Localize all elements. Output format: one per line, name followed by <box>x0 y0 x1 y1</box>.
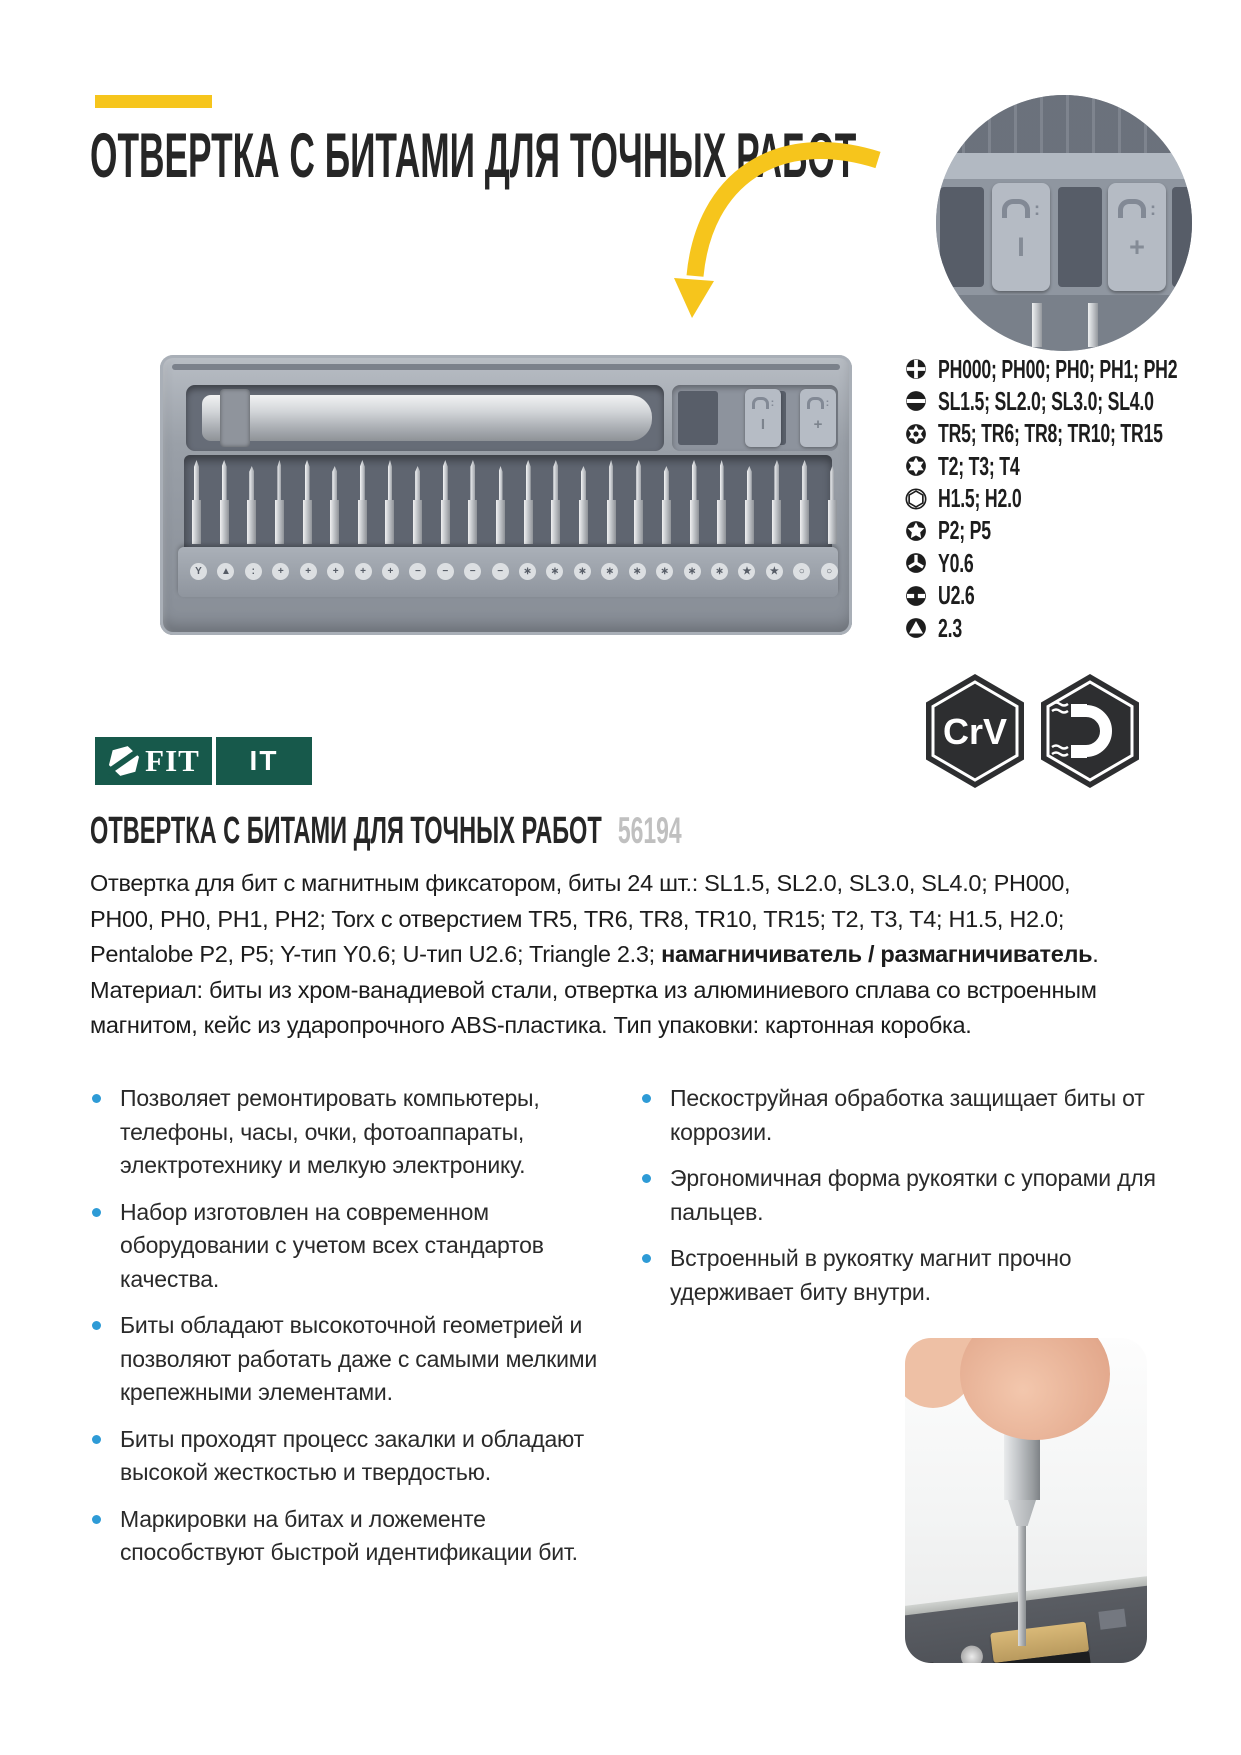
slotted-icon <box>905 390 927 412</box>
magnetizer-tab-symbol: I <box>1017 232 1025 262</box>
case-slot <box>1058 187 1102 287</box>
bit-glyph-row <box>190 563 838 580</box>
handle-tray <box>186 385 664 451</box>
spec-text: SL1.5; SL2.0; SL3.0; SL4.0 <box>938 385 1154 416</box>
pentalobe-icon <box>905 520 927 542</box>
board-component <box>905 1662 935 1663</box>
bit-glyph: Y <box>190 563 207 580</box>
fit-hex-mark-icon <box>107 744 141 778</box>
bit-glyph: ○ <box>821 563 838 580</box>
magnet-dots-icon: : <box>825 397 830 409</box>
bit <box>551 460 560 544</box>
features-left <box>90 1082 615 1583</box>
bit-glyph: ∗ <box>574 563 591 580</box>
bit-glyph: + <box>327 563 344 580</box>
phillips-icon <box>905 358 927 380</box>
bit <box>496 460 505 544</box>
magnet-dots-icon: : <box>1150 198 1156 219</box>
bit <box>441 460 450 544</box>
bit <box>745 460 754 544</box>
spec-text: 2.3 <box>938 612 962 643</box>
bit-glyph: ∗ <box>684 563 701 580</box>
bit-glyph: ∗ <box>519 563 536 580</box>
bit-glyph: − <box>464 563 481 580</box>
brand-tag: IT <box>216 737 312 785</box>
bit <box>385 460 394 544</box>
demagnetizer-tab <box>1108 183 1166 291</box>
brand-row <box>95 737 312 785</box>
magnet-dots-icon: : <box>1034 198 1040 219</box>
spec-text: T2; T3; T4 <box>938 450 1020 481</box>
hex-icon <box>905 488 927 510</box>
spec-row <box>905 515 1235 546</box>
spec-text: Y0.6 <box>938 547 974 578</box>
spec-row <box>905 418 1235 449</box>
brand-logo <box>95 737 212 785</box>
bit-glyph: − <box>492 563 509 580</box>
product-title-row <box>90 810 682 853</box>
case-slot <box>678 391 718 445</box>
bit-glyph: ∗ <box>656 563 673 580</box>
bit <box>662 460 671 544</box>
spec-row <box>905 353 1235 384</box>
bits-row <box>192 460 837 545</box>
spec-row <box>905 385 1235 416</box>
bit <box>634 460 643 544</box>
spec-row <box>905 580 1235 611</box>
case-slot <box>940 187 984 287</box>
accent-bar <box>95 95 212 108</box>
screwdriver-handle <box>202 395 652 441</box>
spec-text: H1.5; H2.0 <box>938 483 1022 514</box>
finger <box>960 1338 1110 1440</box>
product-description <box>90 866 1130 1044</box>
magnetizer-tab-symbol: I <box>760 416 766 433</box>
bit-glyph: + <box>272 563 289 580</box>
torx-tamper-icon <box>905 423 927 445</box>
case-top-edge <box>936 95 1192 153</box>
bit <box>468 460 477 544</box>
spec-row <box>905 483 1235 514</box>
feature-item: Встроенный в рукоятку магнит прочно удерживает биту внутри. <box>640 1242 1175 1309</box>
bit-glyph: ▲ <box>217 563 234 580</box>
bit-glyph: − <box>409 563 426 580</box>
bit-rod <box>1088 303 1098 347</box>
spec-row <box>905 612 1235 643</box>
bit <box>303 460 312 544</box>
bit-glyph: ○ <box>793 563 810 580</box>
torx-icon <box>905 455 927 477</box>
magnetizer-tab <box>745 389 781 447</box>
brand-logo-text: FIT <box>145 743 200 778</box>
bit-glyph: ∗ <box>546 563 563 580</box>
bit-glyph: ★ <box>738 563 755 580</box>
bit <box>275 460 284 544</box>
screwdriver-cone <box>1008 1500 1036 1526</box>
triangle-icon <box>905 617 927 639</box>
spec-text: P2; P5 <box>938 515 991 546</box>
feature-item: Эргономичная форма рукоятки с упорами для пальцев. <box>640 1162 1175 1229</box>
bit <box>717 460 726 544</box>
bit-glyph: : <box>245 563 262 580</box>
case-top-edge <box>172 364 840 370</box>
bit-rod <box>1032 303 1042 347</box>
feature-item: Пескоструйная обработка защищает биты от коррозии. <box>640 1082 1175 1149</box>
product-sku: 56194 <box>617 810 682 851</box>
bit <box>192 460 201 544</box>
spec-row <box>905 547 1235 578</box>
demagnetizer-tab-symbol: + <box>1129 232 1145 262</box>
badges-row <box>925 673 1140 789</box>
spec-text: PH000; PH00; PH0; PH1; PH2 <box>938 353 1178 384</box>
feature-item: Набор изготовлен на современном оборудовании с учетом всех стандартов качества. <box>90 1196 615 1297</box>
magnet-dots-icon: : <box>770 397 775 409</box>
features-right <box>640 1082 1175 1322</box>
bit-glyph: + <box>382 563 399 580</box>
y-type-icon <box>905 552 927 574</box>
magnet-icon <box>1002 199 1030 218</box>
description-tail: . Материал: биты из хром-ванадиевой стали, отвертка из алюминиевого сплава со встроенным магнитом, кейс из ударопрочного ABS-пластика. Тип упаковки: картонная коробка. <box>90 941 1099 1038</box>
demagnetizer-tab <box>800 389 836 447</box>
bit-glyph: ∗ <box>629 563 646 580</box>
case-rail <box>936 153 1192 179</box>
bit <box>247 460 256 544</box>
description-bold: намагничиватель / размагничиватель <box>661 941 1093 967</box>
bit <box>358 460 367 544</box>
crv-label: CrV <box>942 711 1008 752</box>
crv-badge <box>925 673 1025 789</box>
case-mid-band <box>936 179 1192 295</box>
screwdriver-shaft <box>1018 1526 1026 1646</box>
feature-item: Биты обладают высокоточной геометрией и позволяют работать даже с самыми мелкими крепежными элементами. <box>90 1309 615 1410</box>
bit <box>800 460 809 544</box>
feature-item: Маркировки на битах и ложементе способствуют быстрой идентификации бит. <box>90 1503 615 1570</box>
case-slot <box>1172 187 1192 287</box>
bit <box>828 460 837 544</box>
screw <box>960 1644 985 1663</box>
magnetizer-tab <box>992 183 1050 291</box>
bit <box>579 460 588 544</box>
product-title: ОТВЕРТКА С БИТАМИ ДЛЯ ТОЧНЫХ РАБОТ <box>90 810 602 852</box>
bit-glyph: + <box>300 563 317 580</box>
board-component <box>1098 1609 1126 1630</box>
bit <box>772 460 781 544</box>
spec-list <box>905 353 1235 650</box>
yellow-arrow-icon <box>648 118 898 330</box>
magnet-icon <box>1118 199 1146 218</box>
bit-glyph: ∗ <box>601 563 618 580</box>
page-title: ОТВЕРТКА С БИТАМИ ДЛЯ ТОЧНЫХ РАБОТ <box>90 121 857 191</box>
handle-collar <box>220 389 250 447</box>
bit-glyph: + <box>355 563 372 580</box>
spec-row <box>905 450 1235 481</box>
magnet-badge <box>1040 673 1140 789</box>
bit <box>220 460 229 544</box>
detail-circle-photo <box>936 95 1192 351</box>
bit <box>413 460 422 544</box>
bit-glyph: ★ <box>766 563 783 580</box>
demagnetizer-tab-symbol: + <box>813 416 823 433</box>
feature-item: Биты проходят процесс закалки и обладают высокой жесткостью и твердостью. <box>90 1423 615 1490</box>
u-type-icon <box>905 585 927 607</box>
bit <box>330 460 339 544</box>
bit-glyph: − <box>437 563 454 580</box>
bit-glyph: ∗ <box>711 563 728 580</box>
magnet-icon <box>807 397 824 409</box>
bit <box>690 460 699 544</box>
case-bit-band <box>936 295 1192 351</box>
spec-text: TR5; TR6; TR8; TR10; TR15 <box>938 418 1163 449</box>
feature-item: Позволяет ремонтировать компьютеры, телефоны, часы, очки, фотоаппараты, электротехнику и мелкую электронику. <box>90 1082 615 1183</box>
usage-photo <box>905 1338 1147 1663</box>
magnet-icon <box>752 397 769 409</box>
bit <box>607 460 616 544</box>
description-lead: Отвертка для бит с магнитным фиксатором, биты 24 шт.: SL1.5, SL2.0, SL3.0, SL4.0; PH000, PH00, PH0, PH1, PH2; Torx с отверстием TR5, TR6, TR8, TR10, TR15; T2, T3, T4; H1.5, H2.0; Pentalobe P2, P5; Y-тип Y0.6; U-тип U2.6; Triangle 2.3; <box>90 870 1071 967</box>
bit <box>524 460 533 544</box>
product-case-photo <box>160 355 852 635</box>
spec-text: U2.6 <box>938 580 975 611</box>
